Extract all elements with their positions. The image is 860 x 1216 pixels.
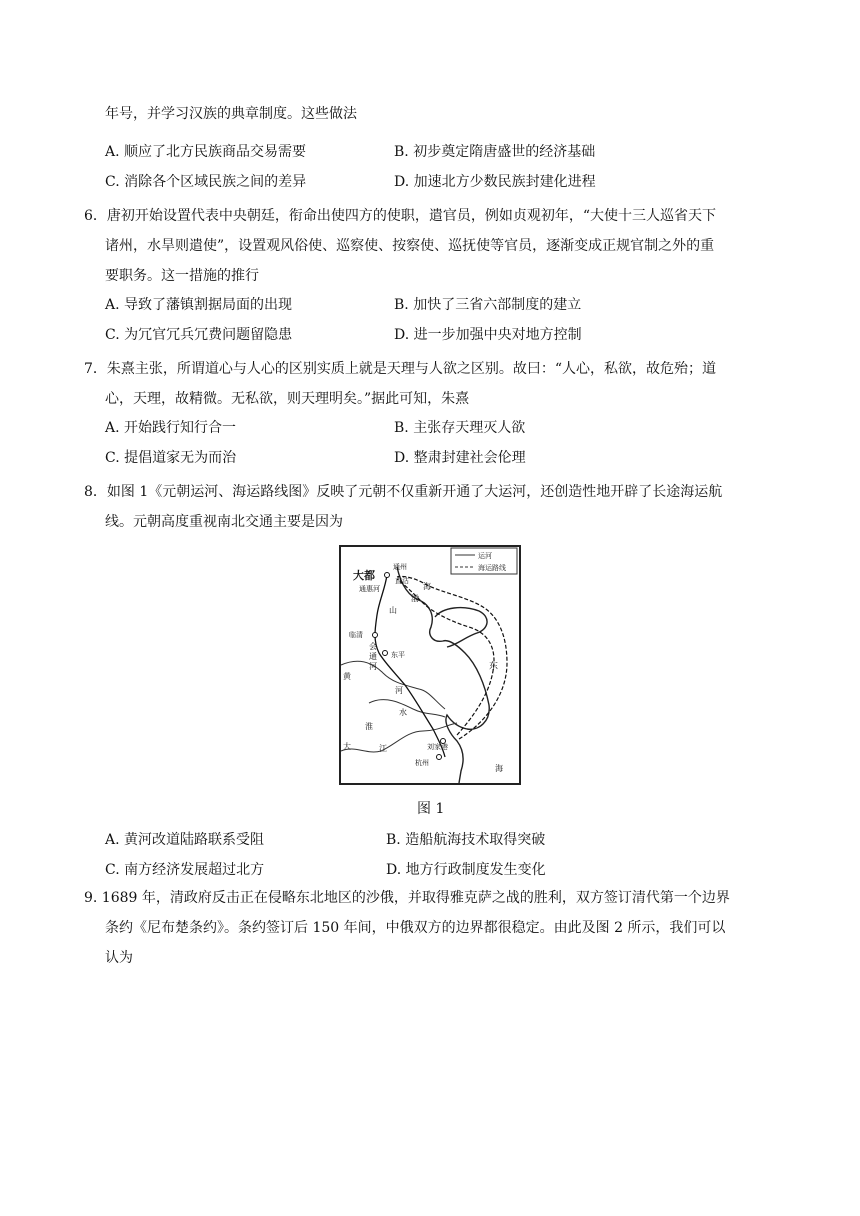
legend-canal-label: 运河 bbox=[478, 552, 492, 560]
map-label-huang: 黄 bbox=[343, 672, 351, 681]
hangzhou-marker bbox=[437, 755, 442, 760]
q6-stem-line3: 要职务。这一措施的推行 bbox=[105, 268, 259, 284]
q6-option-d[interactable]: D. 进一步加强中央对地方控制 bbox=[394, 327, 582, 343]
map-label-tong: 通 bbox=[369, 652, 377, 661]
map-label-jiang: 江 bbox=[379, 744, 387, 753]
q7-option-b[interactable]: B. 主张存天理灭人欲 bbox=[394, 420, 526, 436]
map-label-linqing: 临清 bbox=[349, 631, 363, 639]
q7-stem-line1: 7．朱熹主张，所谓道心与人心的区别实质上就是天理与人欲之区别。故曰：“人心，私欲，故危殆；道 bbox=[84, 361, 717, 377]
map-label-he-yellow: 河 bbox=[395, 686, 403, 695]
figure-1-caption: 图 1 bbox=[417, 801, 445, 817]
q8-stem-line1: 8．如图 1《元朝运河、海运路线图》反映了元朝不仅重新开通了大运河，还创造性地开辟了长途海运航 bbox=[84, 484, 723, 500]
q5-option-b[interactable]: B. 初步奠定隋唐盛世的经济基础 bbox=[394, 144, 596, 160]
q7-stem-line2: 心，天理，故精微。无私欲，则天理明矣。”据此可知，朱熹 bbox=[105, 391, 470, 407]
map-label-bo: 渤 bbox=[411, 594, 419, 603]
map-label-da: 大 bbox=[343, 742, 351, 751]
map-label-zhigu: 直沽 bbox=[395, 577, 409, 585]
map-label-dadu: 大都 bbox=[353, 569, 375, 582]
map-label-hui: 会 bbox=[369, 642, 377, 651]
dadu-marker bbox=[385, 573, 390, 578]
linqing-marker bbox=[373, 633, 378, 638]
q5-option-c[interactable]: C. 消除各个区域民族之间的差异 bbox=[105, 174, 307, 190]
q7-option-c[interactable]: C. 提倡道家无为而治 bbox=[105, 450, 237, 466]
map-label-he-canal: 河 bbox=[369, 662, 377, 671]
q5-option-d[interactable]: D. 加速北方少数民族封建化进程 bbox=[394, 174, 596, 190]
map-label-liujiagang: 刘家港 bbox=[427, 743, 448, 751]
q6-stem-line1: 6．唐初开始设置代表中央朝廷，衔命出使四方的使职，遣官员，例如贞观初年，“大使十三人巡省天下 bbox=[84, 208, 717, 224]
map-label-huai: 淮 bbox=[365, 722, 373, 731]
q7-option-d[interactable]: D. 整肃封建社会伦理 bbox=[394, 450, 526, 466]
map-label-tongzhou: 通州 bbox=[393, 563, 407, 571]
map-label-tonghuihe: 通惠河 bbox=[359, 585, 380, 593]
q8-option-c[interactable]: C. 南方经济发展超过北方 bbox=[105, 862, 265, 878]
yuan-canal-sea-route-map bbox=[339, 545, 521, 785]
q5-stem-tail: 年号，并学习汉族的典章制度。这些做法 bbox=[105, 106, 357, 122]
q8-option-d[interactable]: D. 地方行政制度发生变化 bbox=[386, 862, 546, 878]
q6-option-b[interactable]: B. 加快了三省六部制度的建立 bbox=[394, 297, 582, 313]
q6-stem-line2: 诸州，水旱则遣使”，设置观风俗使、巡察使、按察使、巡抚使等官员，逐渐变成正规官制之外的重 bbox=[105, 238, 715, 254]
q9-stem-line2: 条约《尼布楚条约》。条约签订后 150 年间，中俄双方的边界都很稳定。由此及图 2 所示，我们可以 bbox=[105, 920, 726, 936]
dongping-marker bbox=[383, 651, 388, 656]
map-label-shan: 山 bbox=[389, 606, 397, 615]
q6-option-c[interactable]: C. 为冗官冗兵冗费问题留隐患 bbox=[105, 327, 293, 343]
map-label-hai-south: 海 bbox=[495, 764, 503, 773]
map-label-dongping: 东平 bbox=[391, 651, 405, 659]
q8-option-a[interactable]: A. 黄河改道陆路联系受阻 bbox=[105, 832, 265, 848]
q7-option-a[interactable]: A. 开始践行知行合一 bbox=[105, 420, 237, 436]
q8-stem-line2: 线。元朝高度重视南北交通主要是因为 bbox=[105, 514, 343, 530]
map-label-hai-north: 海 bbox=[423, 582, 431, 591]
map-label-hangzhou: 杭州 bbox=[415, 759, 429, 767]
map-label-shui: 水 bbox=[399, 708, 407, 717]
q9-stem-line3: 认为 bbox=[105, 950, 133, 966]
q5-option-a[interactable]: A. 顺应了北方民族商品交易需要 bbox=[105, 144, 307, 160]
map-label-dong: 东 bbox=[489, 662, 499, 672]
q8-option-b[interactable]: B. 造船航海技术取得突破 bbox=[386, 832, 546, 848]
legend-sea-label: 海运路线 bbox=[478, 564, 506, 572]
q9-stem-line1: 9. 1689 年，清政府反击正在侵略东北地区的沙俄，并取得雅克萨之战的胜利，双方签订清代第一个边界 bbox=[84, 890, 730, 906]
q6-option-a[interactable]: A. 导致了藩镇割据局面的出现 bbox=[105, 297, 293, 313]
